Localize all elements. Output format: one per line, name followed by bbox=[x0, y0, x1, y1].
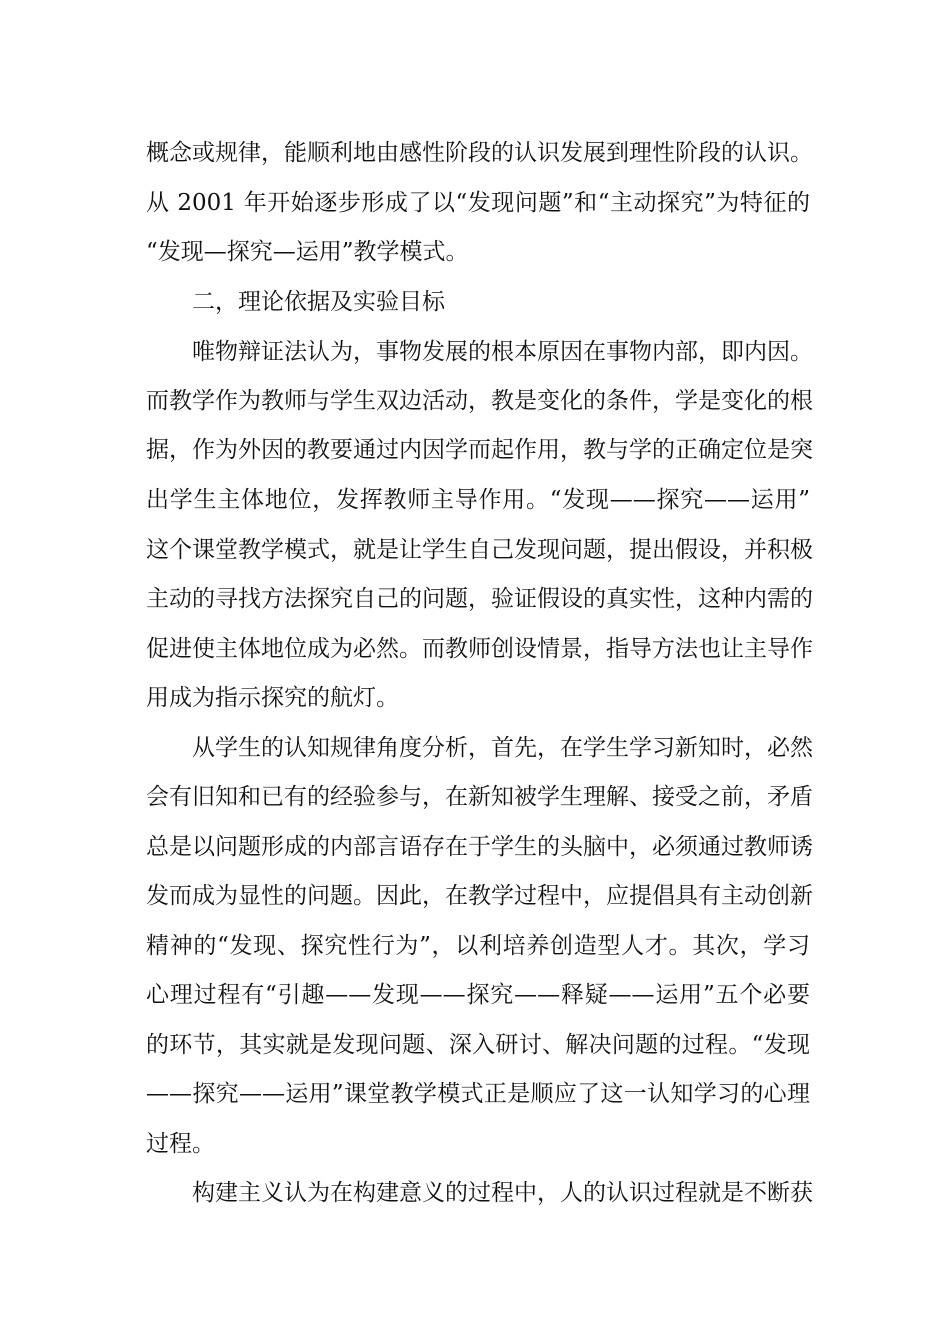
text-line: 唯物辩证法认为，事物发展的根本原因在事物内部，即内因。 bbox=[192, 339, 813, 365]
text-line: 会有旧知和已有的经验参与，在新知被学生理解、接受之前，矛盾 bbox=[146, 784, 813, 810]
text-line: 精神的“发现、探究性行为”，以利培养创造型人才。其次，学习 bbox=[146, 933, 810, 959]
text-line: 这个课堂教学模式，就是让学生自己发现问题，提出假设，并积极 bbox=[146, 537, 813, 563]
text-line: 从 2001 年开始逐步形成了以“发现问题”和“主动探究”为特征的 bbox=[146, 190, 810, 216]
text-line: 的环节，其实就是发现问题、深入研讨、解决问题的过程。“发现 bbox=[146, 1032, 810, 1058]
text-line: 出学生主体地位，发挥教师主导作用。“发现——探究——运用” bbox=[146, 487, 810, 513]
text-line: 据，作为外因的教要通过内因学而起作用，教与学的正确定位是突 bbox=[146, 437, 813, 463]
text-line: ——探究——运用”课堂教学模式正是顺应了这一认知学习的心理 bbox=[146, 1081, 810, 1107]
text-line: 主动的寻找方法探究自己的问题，验证假设的真实性，这种内需的 bbox=[146, 586, 813, 612]
text-line: “发现—探究—运用”教学模式。 bbox=[146, 239, 469, 265]
text-line: 总是以问题形成的内部言语存在于学生的头脑中，必须通过教师诱 bbox=[146, 834, 813, 860]
text-line: 构建主义认为在构建意义的过程中，人的认识过程就是不断获 bbox=[192, 1180, 813, 1206]
section-heading: 二，理论依据及实验目标 bbox=[192, 289, 445, 315]
text-line: 促进使主体地位成为必然。而教师创设情景，指导方法也让主导作 bbox=[146, 636, 813, 662]
text-line: 心理过程有“引趣——发现——探究——释疑——运用”五个必要 bbox=[146, 982, 810, 1008]
text-line: 概念或规律，能顺利地由感性阶段的认识发展到理性阶段的认识。 bbox=[146, 140, 813, 166]
text-line: 过程。 bbox=[146, 1131, 215, 1157]
text-line: 发而成为显性的问题。因此，在教学过程中，应提倡具有主动创新 bbox=[146, 883, 813, 909]
text-line: 而教学作为教师与学生双边活动，教是变化的条件，学是变化的根 bbox=[146, 388, 813, 414]
text-line: 从学生的认知规律角度分析，首先，在学生学习新知时，必然 bbox=[192, 735, 813, 761]
text-line: 用成为指示探究的航灯。 bbox=[146, 685, 399, 711]
